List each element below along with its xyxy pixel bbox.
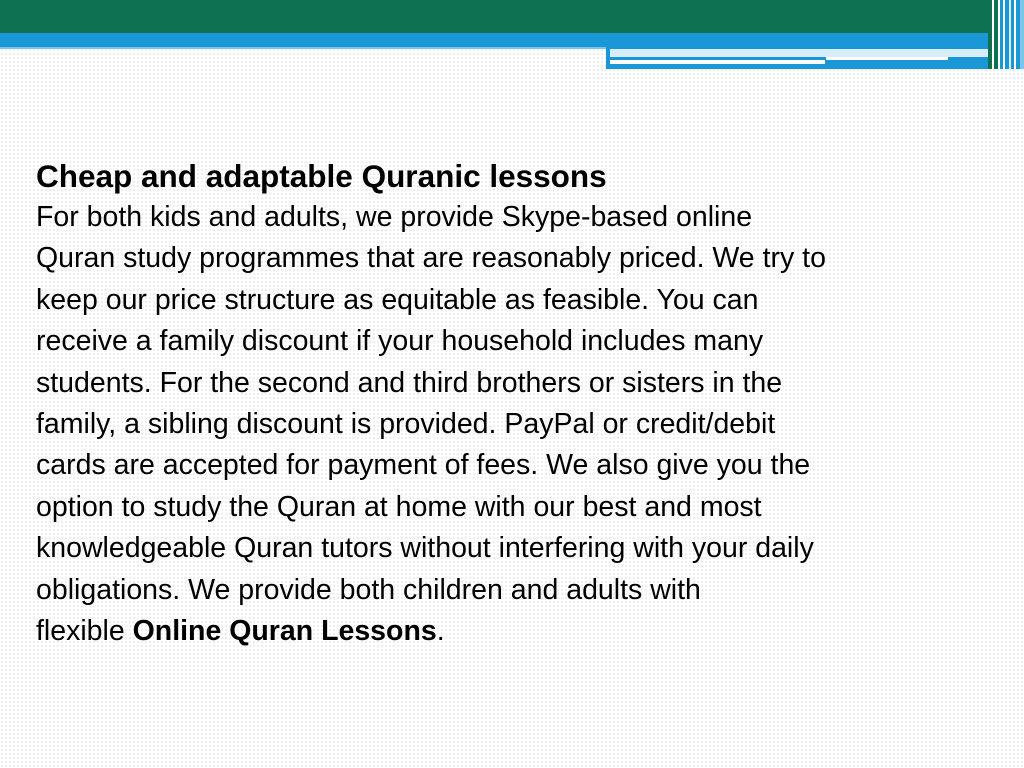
body-line: obligations. We provide both children and adults with <box>36 573 701 606</box>
header-blue-highlight <box>0 47 610 49</box>
body-line: Quran study programmes that are reasonably priced. We try to <box>36 242 826 275</box>
body-line: knowledgeable Quran tutors without interfering with your daily <box>36 532 814 565</box>
body-line: For both kids and adults, we provide Skype-based online <box>36 201 753 233</box>
body-line: students. For the second and third brothers or sisters in the <box>36 366 783 399</box>
body-line: cards are accepted for payment of fees. We also give you the <box>36 449 811 482</box>
online-quran-lessons-link[interactable]: Online Quran Lessons <box>132 615 437 648</box>
slide-content <box>36 156 996 652</box>
body-line: keep our price structure as equitable as feasible. You can <box>36 283 759 316</box>
body-line: option to study the Quran at home with our best and most <box>36 490 762 523</box>
header-blue-band <box>0 33 1024 47</box>
slide-body <box>36 197 996 652</box>
header-green-band <box>0 0 1024 33</box>
last-line-prefix: flexible <box>36 615 133 648</box>
header-corner-stripes <box>988 0 1024 69</box>
body-line: family, a sibling discount is provided. PayPal or credit/debit <box>36 408 776 441</box>
header-light-step <box>610 49 1010 57</box>
header-white-line-short <box>826 57 948 60</box>
slide-title: Cheap and adaptable Quranic lessons <box>36 158 607 194</box>
body-line: receive a family discount if your household includes many <box>36 325 764 358</box>
body-last-line <box>36 611 996 652</box>
last-line-suffix: . <box>436 615 445 648</box>
header-white-line <box>610 60 825 64</box>
